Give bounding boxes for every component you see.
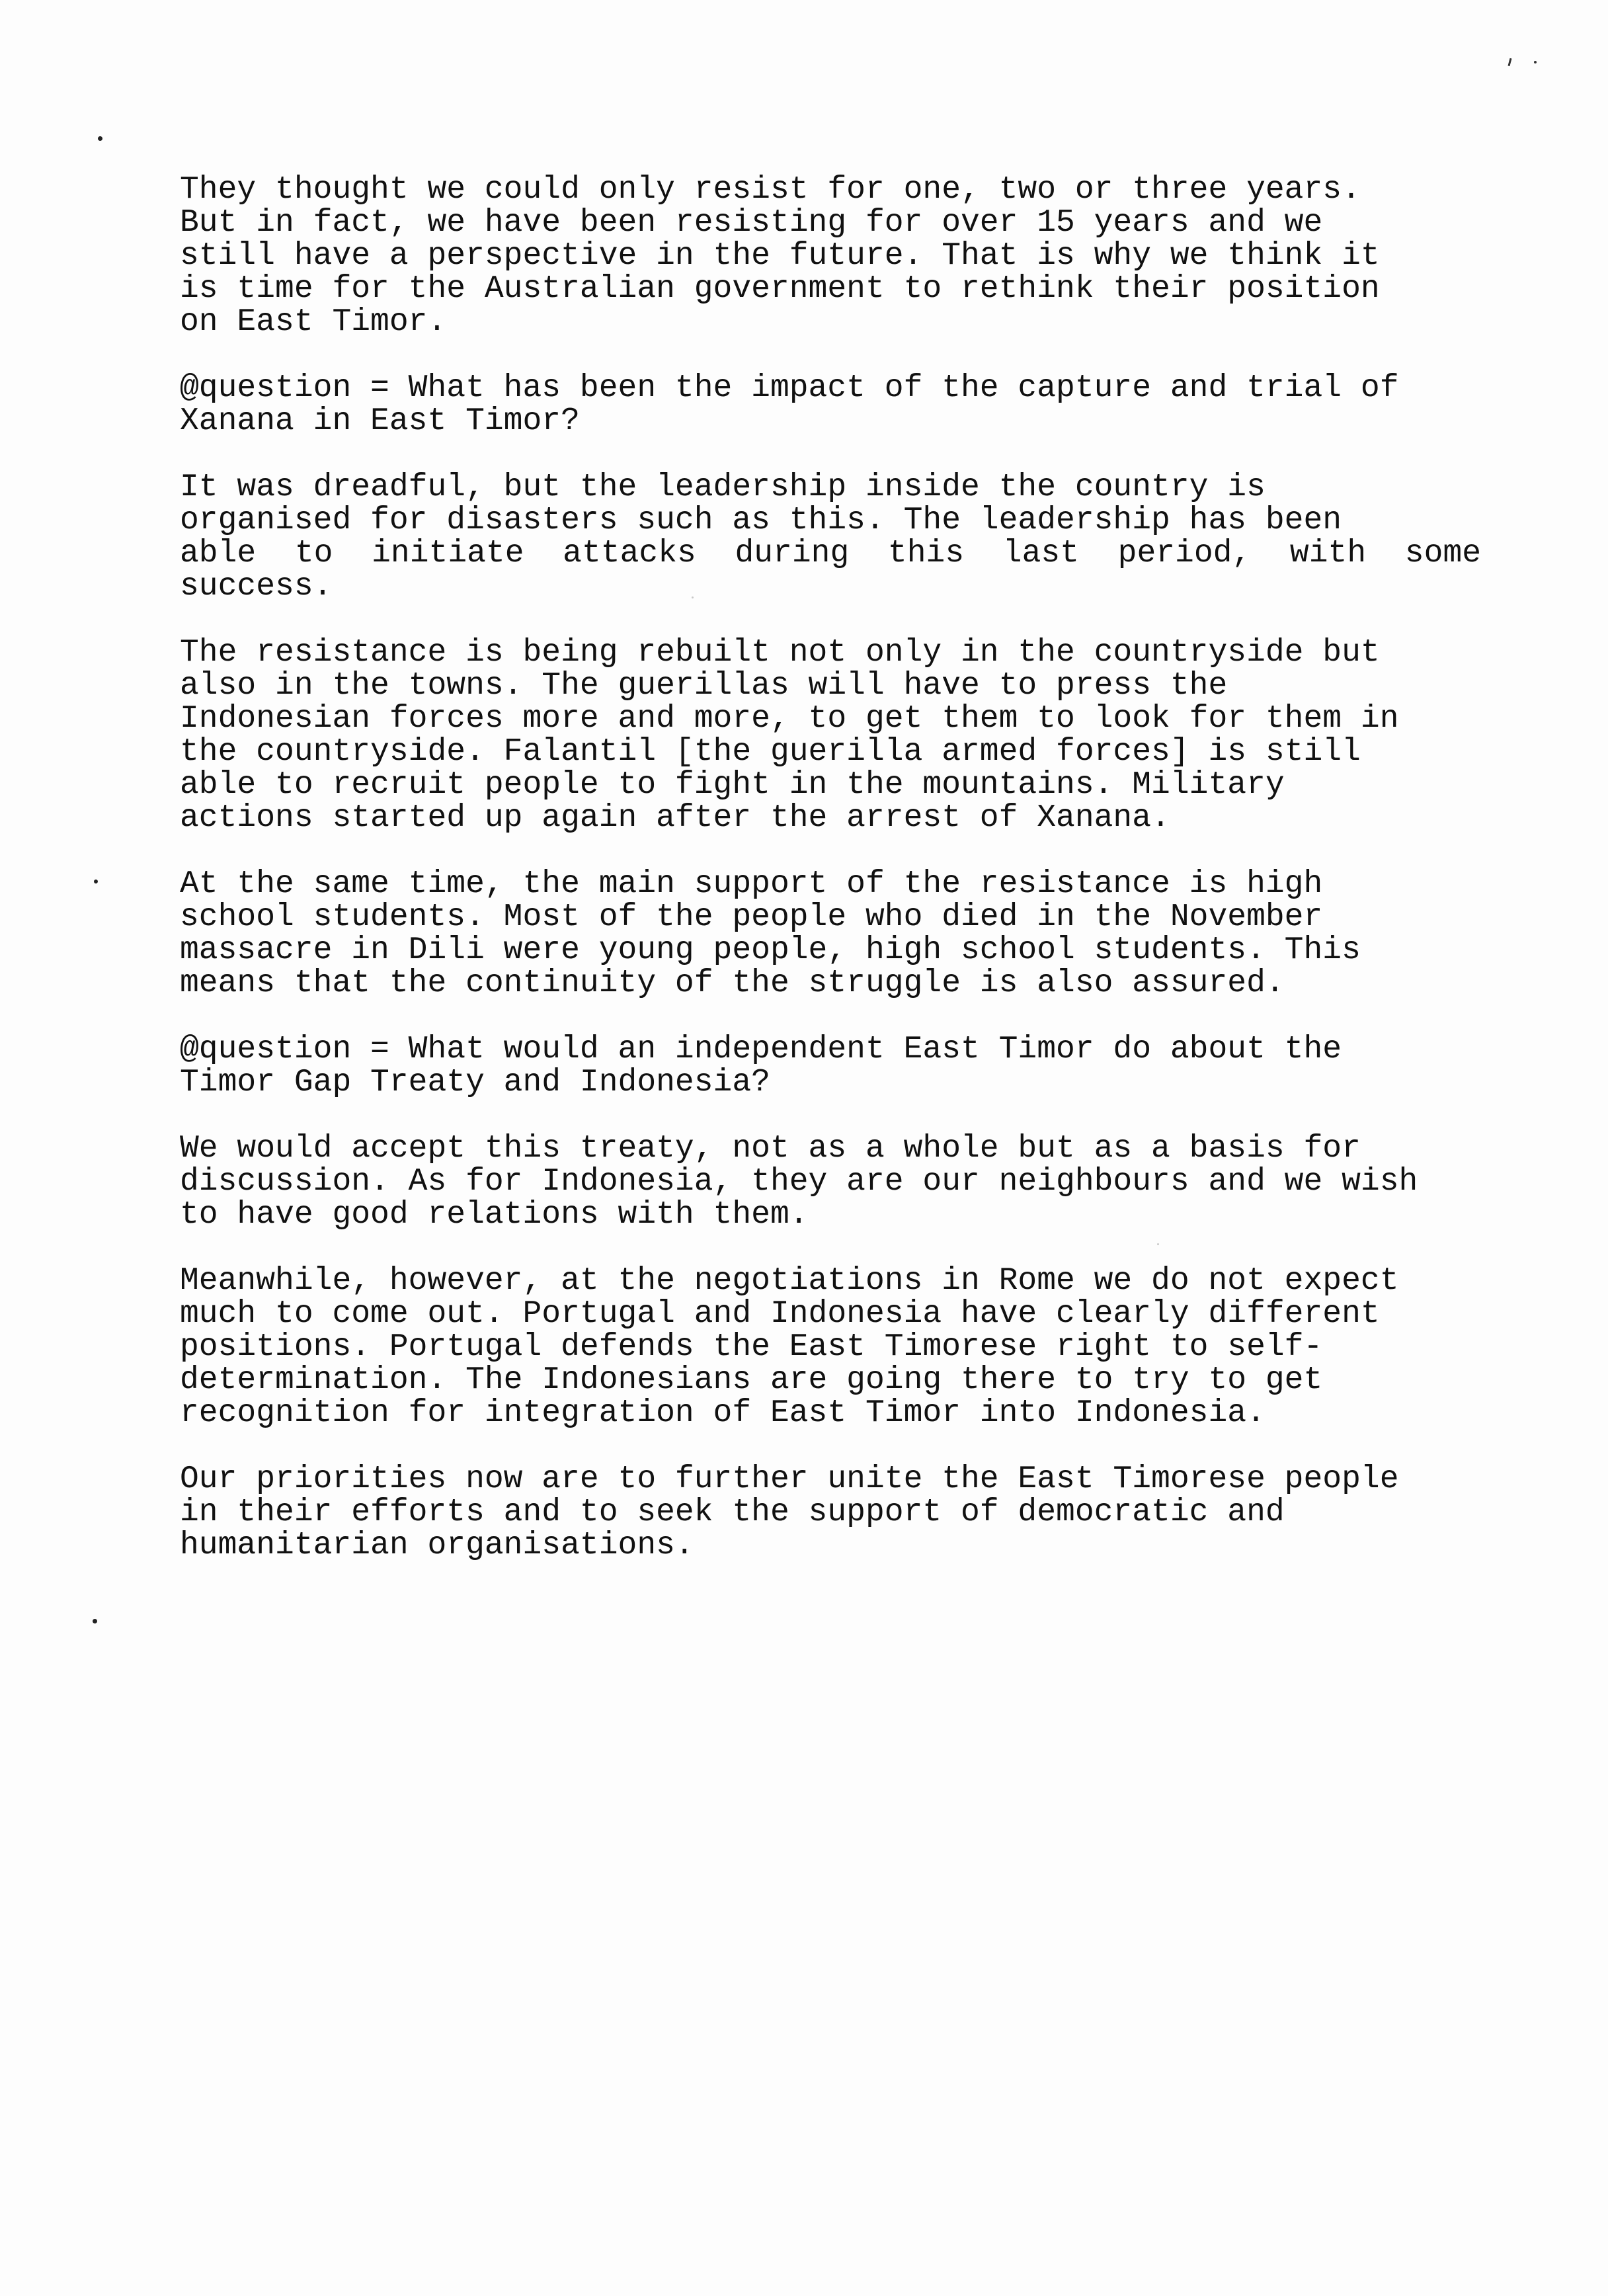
corner-mark bbox=[1534, 61, 1537, 63]
text-line: to have good relations with them. bbox=[180, 1197, 809, 1233]
paragraph-priorities bbox=[180, 1463, 1502, 1562]
text-line: discussion. As for Indonesia, they are our neighbours and we wish bbox=[180, 1164, 1418, 1200]
text-line: It was dreadful, but the leadership inside the country is bbox=[180, 470, 1266, 505]
paragraph-student-support bbox=[180, 868, 1502, 1000]
text-line: actions started up again after the arrest of Xanana. bbox=[180, 800, 1170, 836]
punch-hole-mark bbox=[94, 880, 98, 883]
question-capture-trial bbox=[180, 372, 1502, 438]
text-line: Xanana in East Timor? bbox=[180, 403, 580, 439]
paragraph-resistance-rebuilt bbox=[180, 636, 1502, 835]
text-line: But in fact, we have been resisting for over 15 years and we bbox=[180, 205, 1323, 241]
text-line: success. bbox=[180, 569, 333, 604]
text-line: Indonesian forces more and more, to get them to look for them in bbox=[180, 701, 1399, 737]
corner-mark bbox=[1508, 58, 1511, 66]
text-line: Meanwhile, however, at the negotiations in Rome we do not expect bbox=[180, 1263, 1399, 1299]
text-line: Our priorities now are to further unite the East Timorese people bbox=[180, 1461, 1399, 1497]
text-line: also in the towns. The guerillas will have to press the bbox=[180, 668, 1228, 704]
punch-hole-mark bbox=[98, 136, 102, 141]
paragraph-treaty bbox=[180, 1132, 1502, 1231]
document-body bbox=[180, 173, 1502, 1595]
text-line: recognition for integration of East Timor into Indonesia. bbox=[180, 1395, 1266, 1431]
text-line: able to recruit people to fight in the mountains. Military bbox=[180, 767, 1285, 803]
text-line: The resistance is being rebuilt not only in the countryside but bbox=[180, 635, 1380, 671]
text-line: massacre in Dili were young people, high school students. This bbox=[180, 932, 1361, 968]
text-line: able to initiate attacks during this last period, with some bbox=[180, 536, 1481, 571]
question-independent-timor bbox=[180, 1033, 1502, 1099]
text-line: school students. Most of the people who died in the November bbox=[180, 899, 1323, 935]
text-line: @question = What has been the impact of the capture and trial of bbox=[180, 370, 1399, 406]
paragraph-rome-negotiations bbox=[180, 1264, 1502, 1430]
text-line: on East Timor. bbox=[180, 304, 447, 340]
text-line: determination. The Indonesians are going there to try to get bbox=[180, 1362, 1323, 1398]
punch-hole-mark bbox=[93, 1619, 97, 1623]
text-line: We would accept this treaty, not as a whole but as a basis for bbox=[180, 1131, 1361, 1167]
text-line: At the same time, the main support of the resistance is high bbox=[180, 866, 1323, 902]
text-line: means that the continuity of the struggle is also assured. bbox=[180, 965, 1285, 1001]
text-line: humanitarian organisations. bbox=[180, 1528, 694, 1563]
text-line: @question = What would an independent East Timor do about the bbox=[180, 1032, 1342, 1067]
text-line: the countryside. Falantil [the guerilla armed forces] is still bbox=[180, 734, 1361, 770]
text-line: organised for disasters such as this. The leadership has been bbox=[180, 503, 1342, 538]
paragraph-resistance-duration bbox=[180, 173, 1502, 339]
text-line: in their efforts and to seek the support of democratic and bbox=[180, 1495, 1285, 1530]
text-line: They thought we could only resist for one, two or three years. bbox=[180, 172, 1361, 208]
text-line: positions. Portugal defends the East Timorese right to self- bbox=[180, 1329, 1323, 1365]
text-line: much to come out. Portugal and Indonesia have clearly different bbox=[180, 1296, 1380, 1332]
text-line: Timor Gap Treaty and Indonesia? bbox=[180, 1065, 770, 1100]
text-line: still have a perspective in the future. That is why we think it bbox=[180, 238, 1380, 274]
text-line: is time for the Australian government to rethink their position bbox=[180, 271, 1380, 307]
paragraph-leadership bbox=[180, 471, 1502, 603]
